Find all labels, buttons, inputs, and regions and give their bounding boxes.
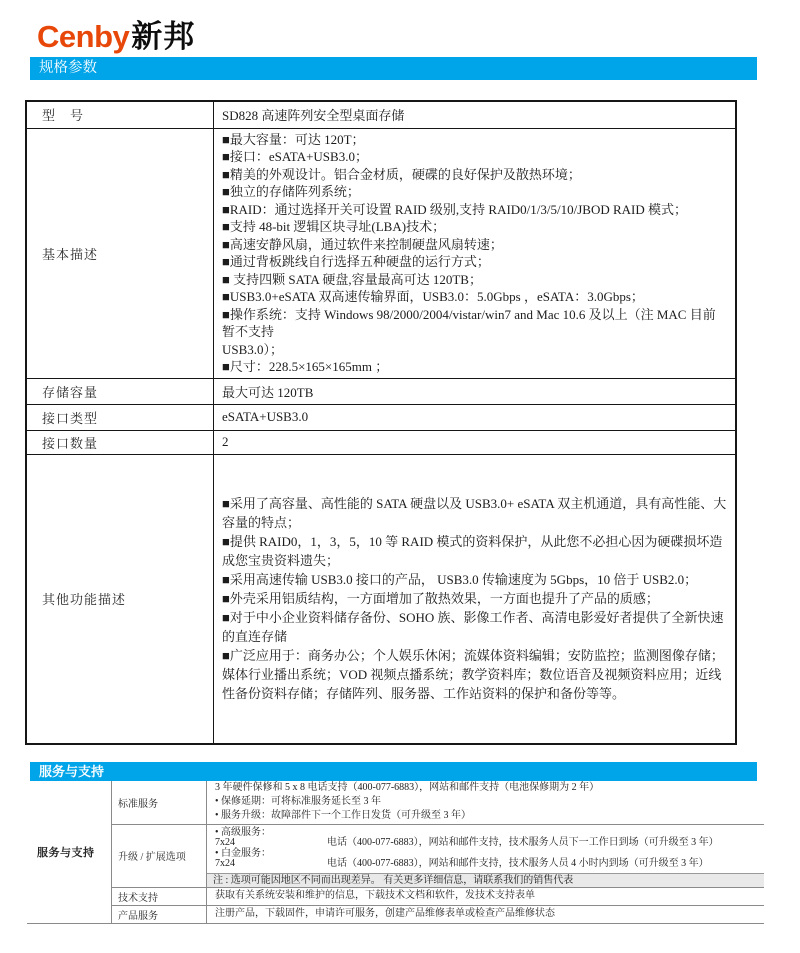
service-upgrade-line bbox=[207, 859, 764, 870]
basic-line: ■操作系统：支持 Windows 98/2000/2004/vistar/win7 and Mac 10.6 及以上（注 MAC 目前暂不支持 bbox=[222, 306, 716, 339]
spec-row-model-value: SD828 高速阵列安全型桌面存储 bbox=[214, 101, 737, 128]
basic-line: ■通过背板跳线自行选择五种硬盘的运行方式； bbox=[222, 254, 490, 269]
service-upgrade-line bbox=[207, 838, 764, 849]
service-standard-line: • 服务升级：故障部件下一个工作日发货（可升级至 3 年） bbox=[215, 810, 472, 822]
spec-row-basic-value bbox=[214, 128, 737, 378]
spec-row-basic bbox=[26, 128, 736, 378]
service-standard-label: 标准服务 bbox=[112, 781, 207, 824]
spec-section-header: 规格参数 bbox=[30, 57, 757, 80]
other-line: ■对于中小企业资料储存备份、SOHO 族、影像工作者、高清电影爱好者提供了全新快速的直连存储 bbox=[222, 610, 724, 645]
basic-line: ■支持 48-bit 逻辑区块寻址(LBA)技术； bbox=[222, 219, 446, 234]
service-standard-line: 3 年硬件保修和 5 x 8 电话支持（400-077-6883），网站和邮件支持（电池保修期为 2 年） bbox=[215, 782, 600, 794]
spec-row-interface-type bbox=[26, 404, 736, 430]
service-row-product bbox=[27, 905, 764, 923]
basic-line: ■ 支持四颗 SATA 硬盘,容量最高可达 120TB； bbox=[222, 271, 482, 287]
service-tech-label: 技术支持 bbox=[112, 887, 207, 905]
spec-row-interface-count-label: 接口数量 bbox=[26, 430, 214, 454]
other-line: ■采用高速传输 USB3.0 接口的产品， USB3.0 传输速度为 5Gbps，10 倍于 USB2.0； bbox=[222, 572, 698, 588]
basic-line: ■最大容量：可达 120T； bbox=[222, 131, 365, 147]
spec-row-basic-label: 基本描述 bbox=[26, 128, 214, 378]
service-upgrade-line: • 白金服务： bbox=[215, 847, 272, 859]
spec-row-model-label: 型 号 bbox=[26, 101, 214, 128]
basic-line: ■精美的外观设计。铝合金材质，硬碟的良好保护及散热环境； bbox=[222, 166, 581, 182]
other-line: ■采用了高容量、高性能的 SATA 硬盘以及 USB3.0+ eSATA 双主机通道，具有高性能、大容量的特点； bbox=[222, 496, 727, 531]
spec-row-other-label: 其他功能描述 bbox=[26, 454, 214, 744]
service-upgrade-text: 电话（400-077-6883），网站和邮件支持，技术服务人员下一工作日到场（可升级至 3 年） bbox=[327, 837, 719, 848]
other-line: ■提供 RAID0，1，3，5，10 等 RAID 模式的资料保护，从此您不必担心因为硬碟损坏造成您宝贵资料遗失； bbox=[222, 534, 723, 569]
spec-table bbox=[25, 100, 737, 745]
service-tech-text: 获取有关系统安装和维护的信息，下载技术文档和软件，发技术支持表单 bbox=[215, 889, 535, 901]
service-section-header: 服务与支持 bbox=[30, 762, 757, 781]
other-line: ■广泛应用于：商务办公；个人娱乐休闲；流媒体资料编辑；安防监控；监测图像存储；媒体行业播出系统；VOD 视频点播系统；教学资料库；数位语音及视频资料应用；近线性备份资料存储；存储阵列、服务器、工作站资料的保护和备份等等。 bbox=[222, 648, 724, 702]
basic-line: ■接口：eSATA+USB3.0； bbox=[222, 149, 368, 164]
spec-row-interface-type-value: eSATA+USB3.0 bbox=[214, 404, 737, 430]
service-product-label: 产品服务 bbox=[112, 905, 207, 923]
spec-row-interface-count bbox=[26, 430, 736, 454]
service-upgrade-prefix: 7x24 bbox=[215, 837, 235, 848]
service-product-value bbox=[207, 905, 765, 923]
spec-row-interface-count-value: 2 bbox=[214, 430, 737, 454]
service-standard-value bbox=[207, 781, 765, 824]
brand-logo bbox=[37, 20, 195, 54]
service-row-tech bbox=[27, 887, 764, 905]
basic-line: ■USB3.0+eSATA 双高速传输界面，USB3.0：5.0Gbps ，eSATA：3.0Gbps； bbox=[222, 289, 644, 304]
service-upgrade-line: • 高级服务： bbox=[215, 826, 272, 838]
spec-row-model bbox=[26, 101, 736, 128]
service-product-text: 注册产品，下载固件，申请许可服务，创建产品维修表单或检查产品维修状态 bbox=[215, 907, 555, 919]
service-row-standard bbox=[27, 781, 764, 824]
service-upgrade-value bbox=[207, 824, 765, 887]
service-tech-value bbox=[207, 887, 765, 905]
spec-row-other-value bbox=[214, 454, 737, 744]
service-group-label: 服务与支持 bbox=[27, 781, 112, 923]
service-table bbox=[27, 781, 764, 924]
basic-line: ■RAID：通过选择开关可设置 RAID 级别,支持 RAID0/1/3/5/10/JBOD RAID 模式； bbox=[222, 201, 688, 217]
spec-row-interface-type-label: 接口类型 bbox=[26, 404, 214, 430]
spec-row-capacity bbox=[26, 378, 736, 404]
service-row-upgrade bbox=[27, 824, 764, 887]
brand-logo-latin: Cenby bbox=[37, 19, 130, 54]
basic-line: USB3.0）； bbox=[222, 341, 284, 357]
other-line: ■外壳采用铝质结构，一方面增加了散热效果，一方面也提升了产品的质感； bbox=[222, 591, 659, 607]
service-upgrade-text: 电话（400-077-6883），网站和邮件支持，技术服务人员 4 小时内到场（可升级至 3 年） bbox=[327, 858, 709, 869]
basic-line: ■尺寸：228.5×165×165mm ； bbox=[222, 359, 389, 374]
basic-line: ■独立的存储阵列系统； bbox=[222, 184, 360, 199]
service-note: 注 : 选项可能因地区不同而出现差异。 有关更多详细信息，请联系我们的销售代表 bbox=[207, 873, 764, 887]
service-upgrade-label: 升级 / 扩展选项 bbox=[112, 824, 207, 887]
spec-row-other bbox=[26, 454, 736, 744]
service-upgrade-prefix: 7x24 bbox=[215, 858, 235, 869]
basic-line: ■高速安静风扇，通过软件来控制硬盘风扇转速； bbox=[222, 236, 503, 252]
spec-row-capacity-label: 存储容量 bbox=[26, 378, 214, 404]
brand-logo-cn: 新邦 bbox=[131, 19, 196, 54]
spec-row-capacity-value: 最大可达 120TB bbox=[214, 378, 737, 404]
service-standard-line: • 保修延期：可将标准服务延长至 3 年 bbox=[215, 796, 382, 808]
